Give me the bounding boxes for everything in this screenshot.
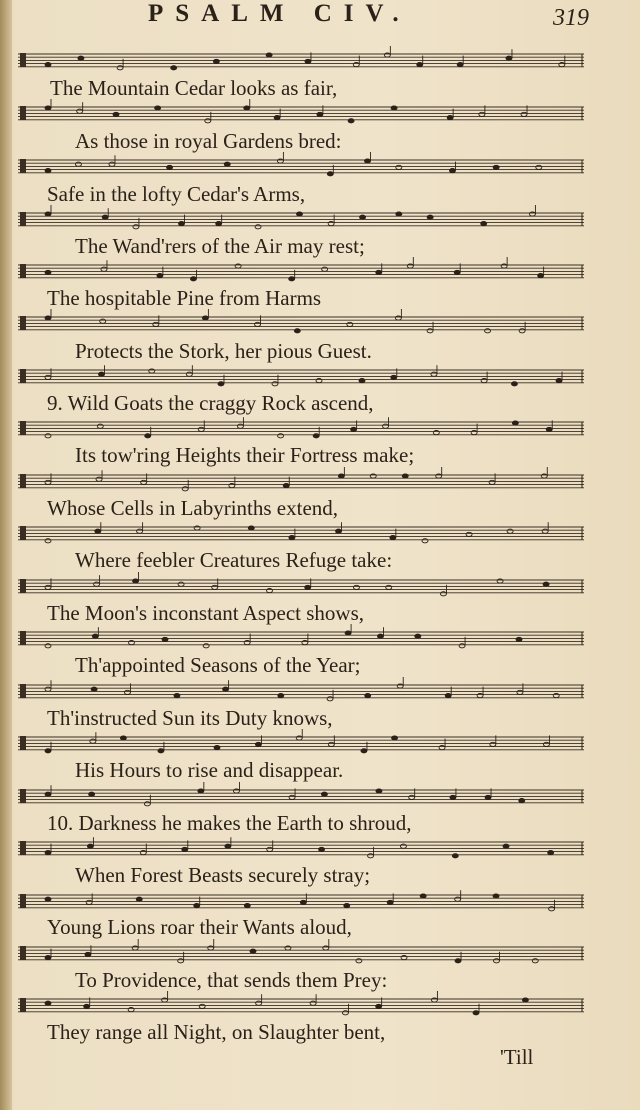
note-head [113,112,119,116]
note-head [516,637,522,641]
music-staff [18,579,584,595]
music-staff [18,159,584,175]
verse-line: Safe in the lofty Cedar's Arms, [47,182,306,206]
note-head [128,1008,134,1012]
note-head [431,372,437,376]
music-staff [18,421,584,437]
note-head [431,998,437,1002]
note-head [45,63,51,67]
note-head [141,480,147,484]
note-head [92,634,98,638]
note-head [376,270,382,274]
note-head [100,319,106,323]
running-head [0,0,640,34]
note-head [447,116,453,120]
verse-line: Th'instructed Sun its Duty knows, [47,706,333,730]
note-head [237,424,243,428]
clef-mark [20,684,26,698]
note-head [94,582,100,586]
note-head [344,904,350,908]
note-head [45,792,51,796]
note-head [283,484,289,488]
note-head [420,894,426,898]
note-head [359,379,365,383]
note-head [507,529,513,533]
note-head [120,736,126,740]
note-head [392,736,398,740]
note-head [45,169,51,173]
music-staff [18,684,584,700]
note-head [162,998,168,1002]
note-head [422,539,428,543]
note-head [345,631,351,635]
note-head [351,427,357,431]
note-head [86,900,92,904]
note-head [157,274,163,278]
note-head [377,634,383,638]
note-head [233,789,239,793]
note-head [208,946,214,950]
note-head [45,106,51,110]
note-head [452,854,458,858]
note-head [77,109,83,113]
note-head [278,694,284,698]
note-head [506,56,512,60]
note-head [549,907,555,911]
verse-line: Th'appointed Seasons of the Year; [75,653,361,677]
note-head [559,63,565,67]
music-staff [18,212,584,228]
note-head [497,579,503,583]
note-head [328,222,334,226]
note-head [365,694,371,698]
note-head [95,529,101,533]
clef-mark [20,946,26,960]
note-head [179,222,185,226]
note-head [285,946,291,950]
note-head [45,270,51,274]
note-head [347,322,353,326]
note-head [96,477,102,481]
note-head [353,585,359,589]
note-head [459,644,465,648]
note-head [45,585,51,589]
note-head [202,316,208,320]
note-head [322,267,328,271]
note-head [395,316,401,320]
note-head [400,844,406,848]
note-head [310,1001,316,1005]
note-head [87,844,93,848]
note-head [556,379,562,383]
clef-mark [20,789,26,803]
note-head [294,329,300,333]
note-head [256,1001,262,1005]
note-head [229,484,235,488]
note-head [338,474,344,478]
verse-line: To Providence, that sends them Prey: [75,968,388,992]
note-head [203,644,209,648]
clef-mark [20,264,26,278]
note-head [481,222,487,226]
note-head [144,802,150,806]
note-head [397,684,403,688]
note-head [481,379,487,383]
clef-mark [20,579,26,593]
note-head [386,585,392,589]
note-head [278,434,284,438]
note-head [198,427,204,431]
note-head [473,1011,479,1015]
verse-line: As those in royal Gardens bred: [75,129,342,153]
note-head [267,847,273,851]
note-head [136,897,142,901]
note-head [149,369,155,373]
note-head [137,529,143,533]
note-head [454,270,460,274]
note-head [538,274,544,278]
note-head [327,697,333,701]
note-head [323,946,329,950]
note-head [313,434,319,438]
note-head [427,215,433,219]
note-head [319,847,325,851]
note-head [267,589,273,593]
note-head [75,162,81,166]
note-head [519,329,525,333]
note-head [117,66,123,70]
music-staff [18,894,584,910]
note-head [212,585,218,589]
note-head [521,112,527,116]
note-head [396,165,402,169]
note-head [99,372,105,376]
note-head [512,421,518,425]
note-head [45,539,51,543]
note-head [45,749,51,753]
note-head [328,742,334,746]
verse-line: 10. Darkness he makes the Earth to shroud, [47,811,412,835]
note-head [511,382,517,386]
note-head [543,582,549,586]
verse-line: Protects the Stork, her pious Guest. [75,339,372,363]
catchword: 'Till [500,1045,534,1069]
note-head [348,119,354,123]
note-head [391,106,397,110]
clef-mark [20,631,26,645]
note-head [383,424,389,428]
note-head [493,959,499,963]
note-head [489,480,495,484]
verse-line: Young Lions roar their Wants aloud, [47,915,352,939]
note-head [305,585,311,589]
note-head [305,59,311,63]
note-head [390,536,396,540]
music-staff [18,736,584,752]
note-head [529,212,535,216]
note-head [133,579,139,583]
note-head [274,116,280,120]
note-head [289,277,295,281]
note-head [255,322,261,326]
clef-mark [20,212,26,226]
note-head [336,529,342,533]
note-head [174,694,180,698]
note-head [302,641,308,645]
note-head [543,742,549,746]
note-head [266,53,272,57]
note-head [356,959,362,963]
verse-line: They range all Night, on Slaughter bent, [47,1020,386,1044]
note-head [466,532,472,536]
note-head [439,746,445,750]
music-staff [18,946,584,962]
note-head [401,956,407,960]
note-head [223,687,229,691]
psalm-title: PSALM CIV. [148,0,411,27]
note-head [250,949,256,953]
note-head [490,742,496,746]
music-staff [18,841,584,857]
music-staff [18,789,584,805]
note-head [224,162,230,166]
note-head [178,959,184,963]
note-head [85,952,91,956]
note-head [409,795,415,799]
note-head [155,106,161,110]
note-head [384,53,390,57]
note-head [316,379,322,383]
note-head [244,106,250,110]
note-head [436,474,442,478]
verse-line: His Hours to rise and disappear. [75,758,344,782]
note-head [45,1001,51,1005]
music-staff [18,264,584,280]
note-head [140,851,146,855]
note-head [194,904,200,908]
note-head [45,375,51,379]
note-head [145,434,151,438]
clef-mark [20,421,26,435]
music-staff [18,106,584,122]
clef-mark [20,106,26,120]
note-head [471,431,477,435]
note-head [536,165,542,169]
note-head [449,169,455,173]
note-head [450,795,456,799]
note-head [532,959,538,963]
note-head [296,212,302,216]
note-head [167,165,173,169]
verse-line: The Mountain Cedar looks as fair, [50,76,338,100]
note-head [84,1004,90,1008]
note-head [360,215,366,219]
verse-line: The hospitable Pine from Harms [47,286,322,310]
note-head [244,904,250,908]
note-head [342,1011,348,1015]
note-head [485,329,491,333]
note-head [45,897,51,901]
note-head [317,112,323,116]
note-head [542,529,548,533]
note-head [244,641,250,645]
verse-line: When Forest Beasts securely stray; [75,863,371,887]
page-number: 319 [553,5,589,31]
note-head [485,795,491,799]
note-head [214,746,220,750]
note-head [327,172,333,176]
note-head [255,225,261,229]
note-head [102,215,108,219]
note-head [353,63,359,67]
note-head [391,375,397,379]
note-head [132,946,138,950]
note-head [546,427,552,431]
note-head [300,900,306,904]
clef-mark [20,369,26,383]
clef-mark [20,998,26,1012]
verse-line: Whose Cells in Labyrinths extend, [47,496,339,520]
note-head [171,66,177,70]
note-head [457,63,463,67]
music-staff [18,369,584,385]
note-head [376,789,382,793]
note-head [255,742,261,746]
note-head [361,749,367,753]
note-head [89,792,95,796]
note-head [417,63,423,67]
note-head [296,736,302,740]
note-head [109,162,115,166]
note-head [182,847,188,851]
note-head [91,687,97,691]
music-staff [18,526,584,542]
note-head [493,165,499,169]
note-head [368,854,374,858]
note-head [182,487,188,491]
note-head [289,536,295,540]
note-head [205,119,211,123]
note-head [440,592,446,596]
clef-mark [20,526,26,540]
clef-mark [20,159,26,173]
note-head [415,634,421,638]
note-head [90,739,96,743]
note-head [396,212,402,216]
note-head [213,59,219,63]
note-head [124,690,130,694]
note-head [427,329,433,333]
note-head [553,694,559,698]
verse-line: Where feebler Creatures Refuge take: [75,548,393,572]
note-head [45,687,51,691]
note-head [433,431,439,435]
verse-line: 9. Wild Goats the craggy Rock ascend, [47,391,374,415]
clef-mark [20,53,26,67]
verse-line: Its tow'ring Heights their Fortress make; [75,443,415,467]
page-gutter [0,0,12,1110]
music-staff [18,631,584,647]
note-head [455,897,461,901]
note-head [45,956,51,960]
note-head [477,694,483,698]
note-head [162,637,168,641]
note-head [445,694,451,698]
note-head [387,900,393,904]
music-staff [18,998,584,1014]
note-head [289,795,295,799]
note-head [78,56,84,60]
note-head [493,894,499,898]
note-head [45,480,51,484]
note-head [45,434,51,438]
note-head [376,1004,382,1008]
note-head [519,799,525,803]
note-head [501,264,507,268]
note-head [402,474,408,478]
note-head [45,316,51,320]
verse-line: The Moon's inconstant Aspect shows, [47,601,365,625]
note-head [133,225,139,229]
clef-mark [20,474,26,488]
note-head [186,372,192,376]
note-head [517,690,523,694]
note-head [45,851,51,855]
clef-mark [20,841,26,855]
note-head [455,959,461,963]
note-head [365,159,371,163]
clef-mark [20,316,26,330]
note-head [216,222,222,226]
note-head [158,749,164,753]
note-head [129,641,135,645]
note-head [277,159,283,163]
music-staff [18,53,584,69]
note-head [45,644,51,648]
note-head [407,264,413,268]
note-head [522,998,528,1002]
note-head [97,424,103,428]
music-staff [18,474,584,490]
note-head [194,526,200,530]
note-head [541,474,547,478]
note-head [101,267,107,271]
note-head [225,844,231,848]
note-head [153,322,159,326]
note-head [321,792,327,796]
verse-line: The Wand'rers of the Air may rest; [75,234,365,258]
note-head [45,212,51,216]
music-staff [18,316,584,332]
note-head [218,382,224,386]
note-head [503,844,509,848]
note-head [199,1004,205,1008]
note-head [178,582,184,586]
clef-mark [20,736,26,750]
note-head [198,789,204,793]
note-head [272,382,278,386]
note-head [370,474,376,478]
note-head [479,112,485,116]
note-head [235,264,241,268]
note-head [190,277,196,281]
note-head [548,851,554,855]
clef-mark [20,894,26,908]
note-head [248,526,254,530]
